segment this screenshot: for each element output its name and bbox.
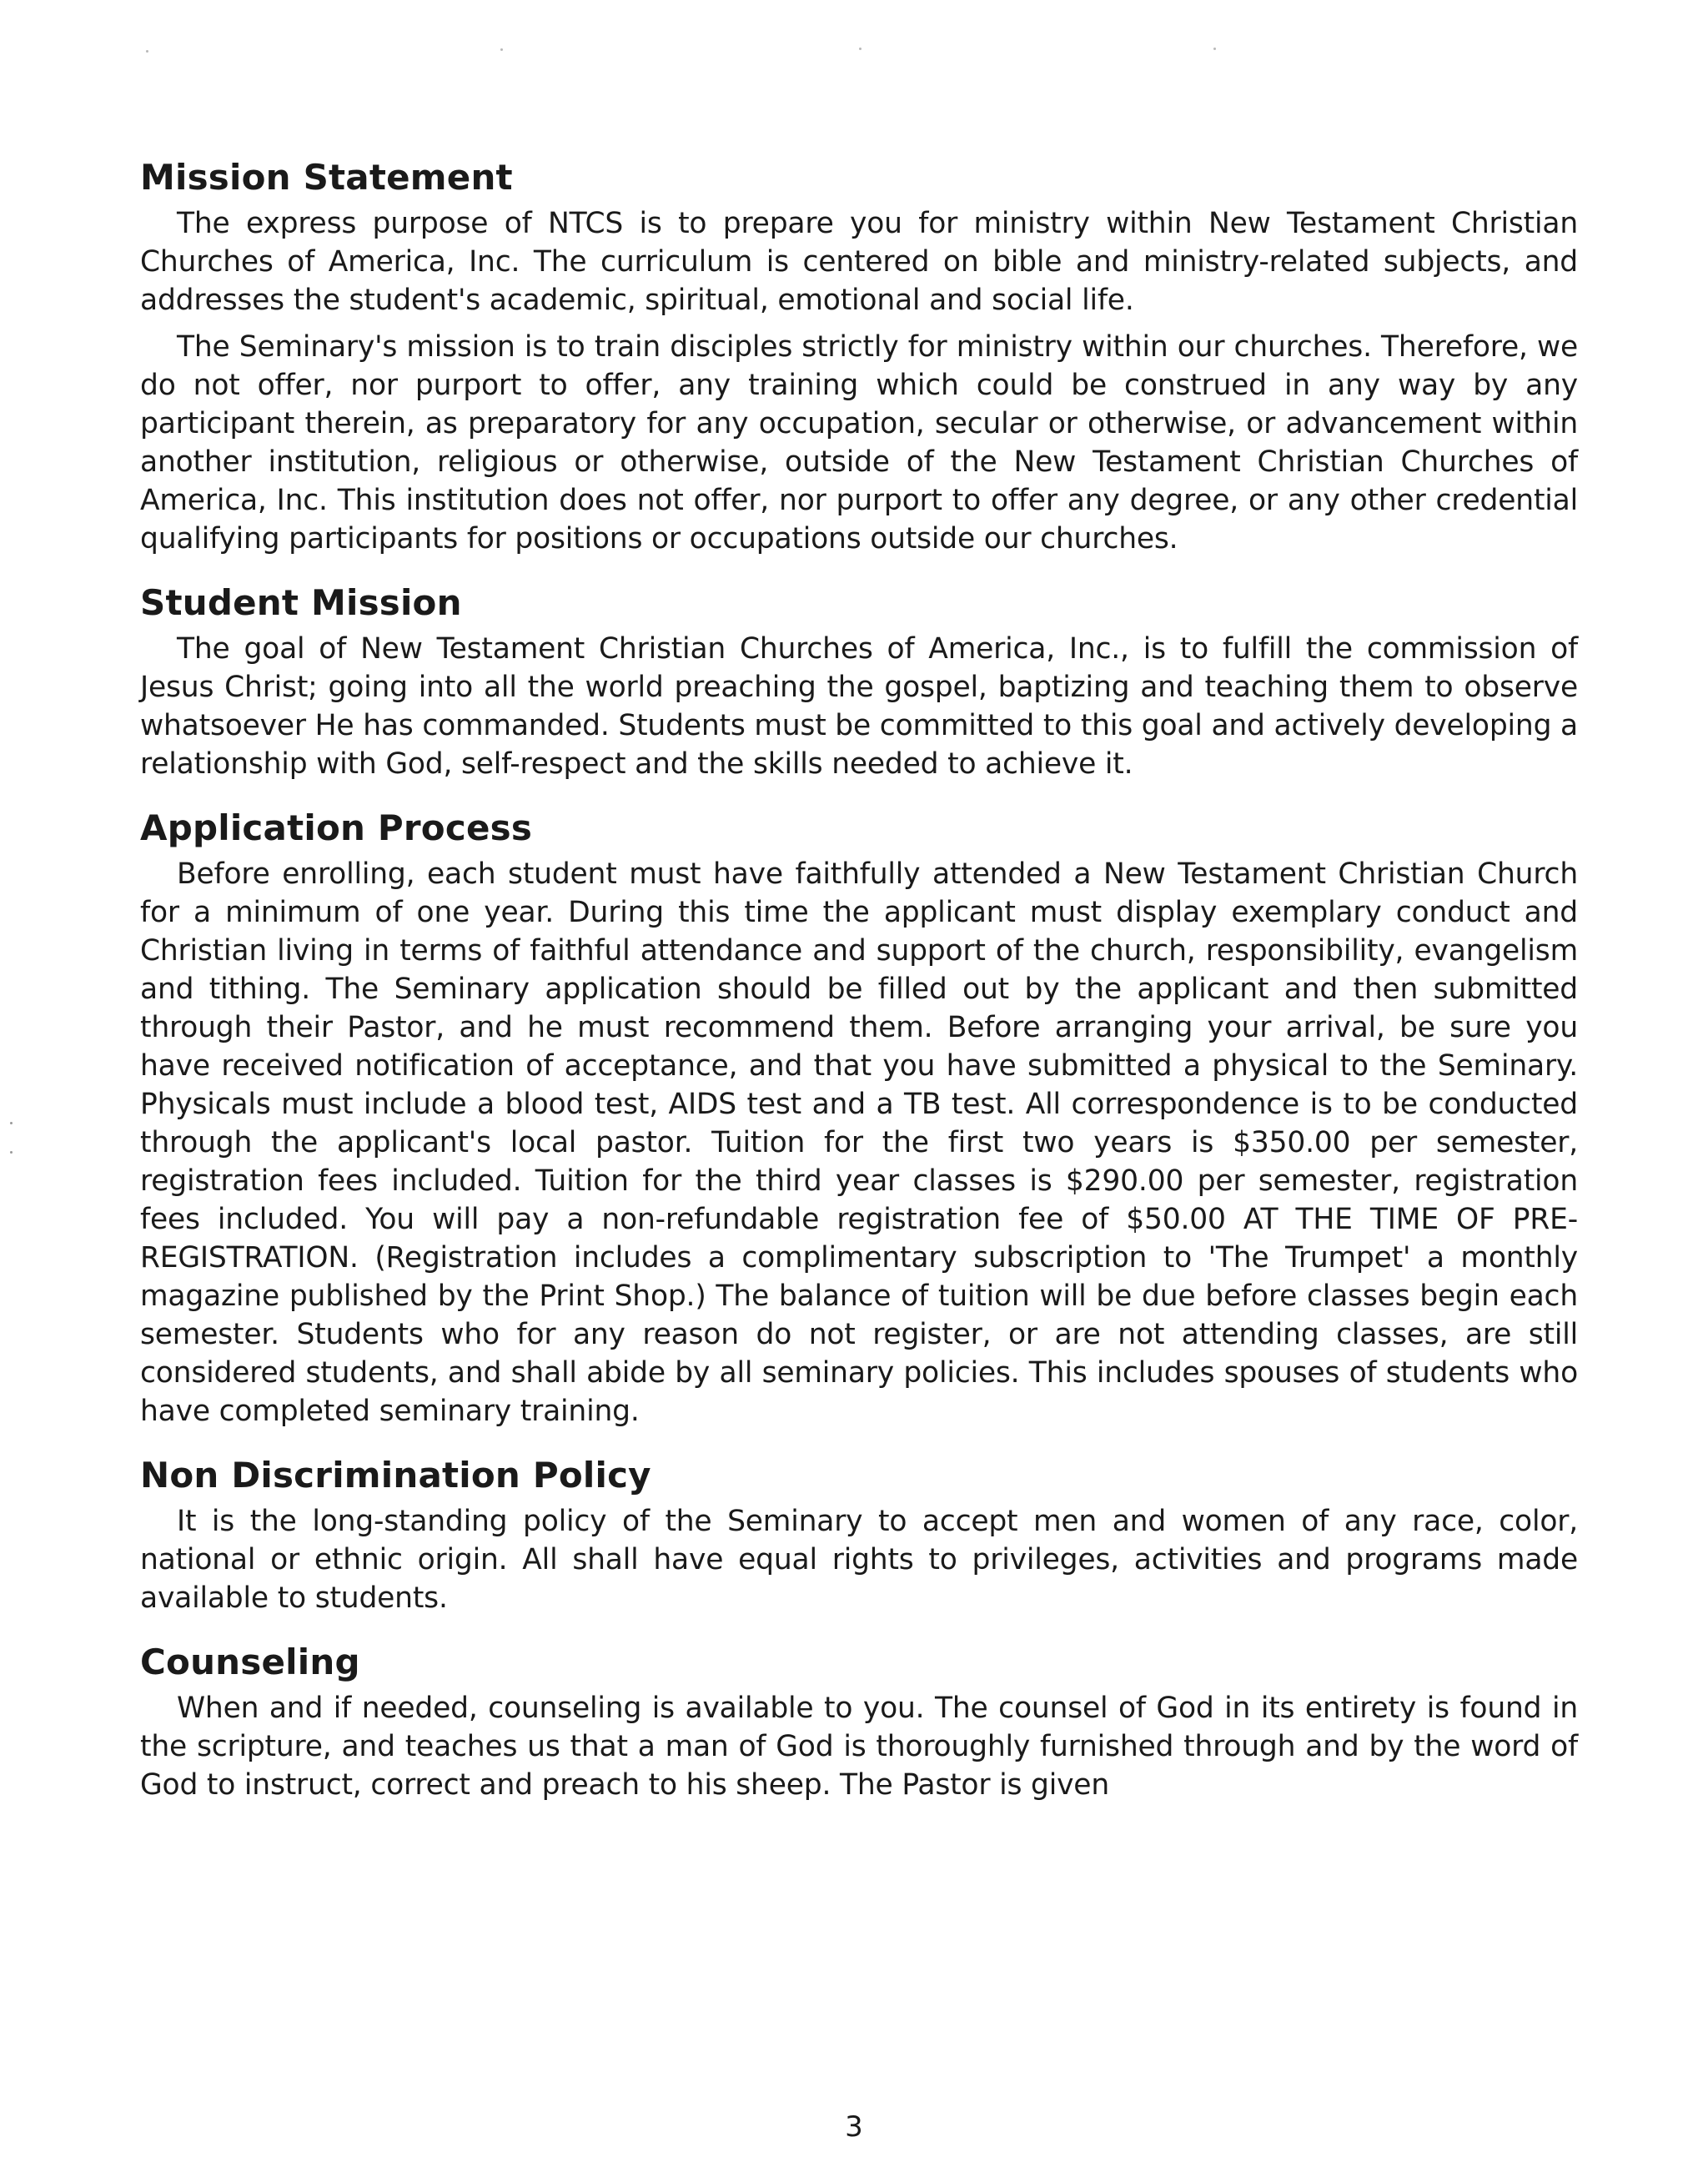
section-non-discrimination-policy [140, 1452, 1578, 1617]
section-heading: Student Mission [140, 582, 462, 623]
scan-artifact [500, 48, 503, 51]
page-number: 3 [845, 2110, 863, 2144]
section-student-mission [140, 580, 1578, 783]
section-heading: Mission Statement [140, 157, 513, 198]
section-heading: Counseling [140, 1642, 360, 1682]
paragraph: When and if needed, counseling is available to you. The counsel of God in its entirety is found in the scripture, and teaches us that a man of God is thoroughly furnished through and by the word of God to instruct, correct and preach to his sheep. The Pastor is given [140, 1692, 1578, 1802]
section-heading: Non Discrimination Policy [140, 1455, 651, 1496]
section-counseling [140, 1639, 1578, 1804]
paragraph: The Seminary's mission is to train disciples strictly for ministry within our churches. Therefore, we do not offer, nor purport to offer, any training which could be construed in any way by any participant therein, as preparatory for any occupation, secular or otherwise, or advancement within another institution, religious or otherwise, outside of the New Testament Christian Churches of America, Inc. This institution does not offer, nor purport to offer any degree, or any other credential qualifying participants for positions or occupations outside our churches. [140, 330, 1578, 556]
scan-artifact [146, 50, 148, 53]
document-page [140, 154, 1578, 1826]
scan-artifact [859, 48, 862, 50]
section-mission-statement [140, 154, 1578, 558]
paragraph: The goal of New Testament Christian Churches of America, Inc., is to fulfill the commission of Jesus Christ; going into all the world preaching the gospel, baptizing and teaching them to observe whatsoever He has commanded. Students must be committed to this goal and actively developing a relationship with God, self-respect and the skills needed to achieve it. [140, 632, 1578, 781]
scan-artifact [1213, 48, 1216, 50]
paragraph: The express purpose of NTCS is to prepare you for ministry within New Testament Christian Churches of America, Inc. The curriculum is centered on bible and ministry-related subjects, and addresses the student's academic, spiritual, emotional and social life. [140, 207, 1578, 317]
scan-artifact [10, 1151, 13, 1154]
section-heading: Application Process [140, 807, 533, 848]
paragraph: Before enrolling, each student must have faithfully attended a New Testament Christian Church for a minimum of one year. During this time the applicant must display exemplary conduct and Christian living in terms of faithful attendance and support of the church, responsibility, evangelism and tithing. The Seminary application should be filled out by the applicant and then submitted through their Pastor, and he must recommend them. Before arranging your arrival, be sure you have received notification of acceptance, and that you have submitted a physical to the Seminary. Physicals must include a blood test, AIDS test and a TB test. All correspondence is to be conducted through the applicant's local pastor. Tuition for the first two years is $350.00 per semester, registration fees included. Tuition for the third year classes is $290.00 per semester, registration fees included. You will pay a non-refundable registration fee of $50.00 AT THE TIME OF PRE-REGISTRATION. (Registration includes a complimentary subscription to 'The Trumpet' a monthly magazine published by the Print Shop.) The balance of tuition will be due before classes begin each semester. Students who for any reason do not register, or are not attending classes, are still considered students, and shall abide by all seminary policies. This includes spouses of students who have completed seminary training. [140, 857, 1578, 1428]
scan-artifact [10, 1122, 13, 1124]
section-application-process [140, 805, 1578, 1430]
paragraph: It is the long-standing policy of the Seminary to accept men and women of any race, color, national or ethnic origin. All shall have equal rights to privileges, activities and programs made available to students. [140, 1505, 1578, 1615]
